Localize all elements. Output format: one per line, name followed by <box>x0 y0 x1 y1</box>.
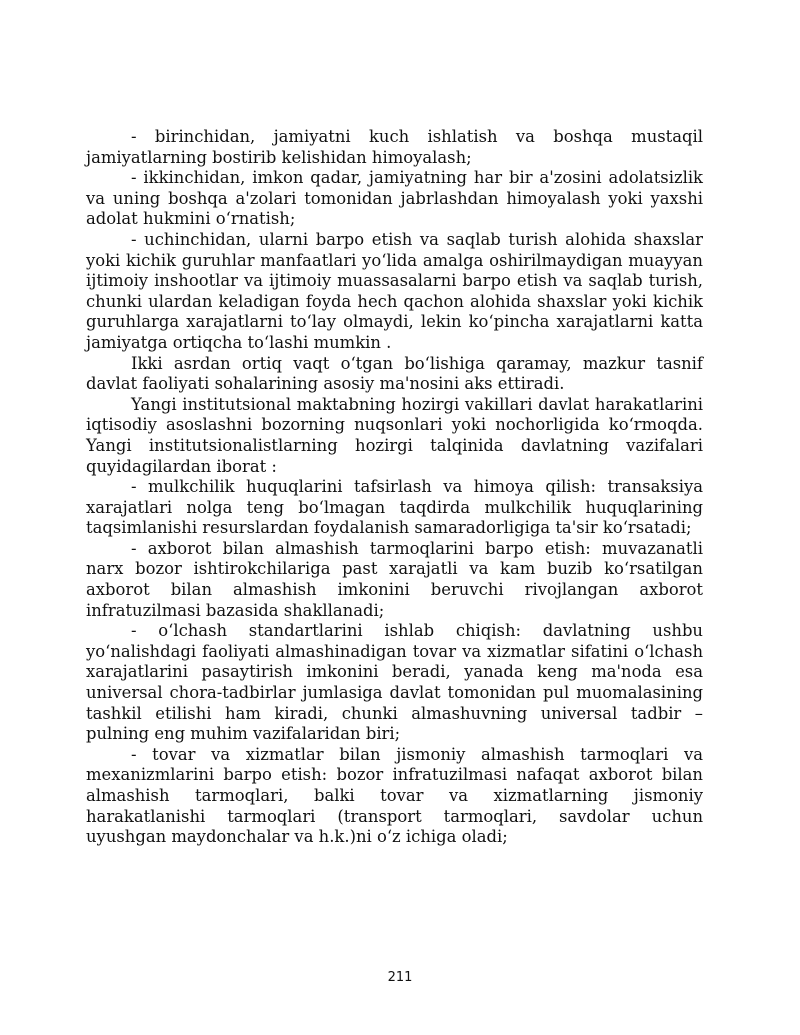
page-body <box>86 127 703 848</box>
paragraph-information-networks: - axborot bilan almashish tarmoqlarini barpo etish: muvazanatli narx bozor ishtirokchilariga past xarajatli va kam buzib ko‘rsatilgan axborot bilan almashish imkonini beruvchi rivojlangan axborot infratuzilmasi bazasida shakllanadi; <box>86 538 703 620</box>
paragraph-list-item-2: - ikkinchidan, imkon qadar, jamiyatning har bir a'zosini adolatsizlik va uning boshqa a'zolari tomonidan jabrlashdan himoyalash yoki yaxshi adolat hukmini o‘rnatish; <box>86 168 703 229</box>
paragraph-list-item-3: - uchinchidan, ularni barpo etish va saqlab turish alohida shaxslar yoki kichik guruhlar manfaatlari yo‘lida amalga oshirilmaydigan muayyan ijtimoiy inshootlar va ijtimoiy muassasalarni barpo etish va saqlab turish, chunki ulardan keladigan foyda hech qachon alohida shaxslar yoki kichik guruhlarga xarajatlarni to‘lay olmaydi, lekin ko‘pincha xarajatlarni katta jamiyatga ortiqcha to‘lashi mumkin . <box>86 229 703 352</box>
paragraph-physical-exchange: - tovar va xizmatlar bilan jismoniy almashish tarmoqlari va mexanizmlarini barpo etish: bozor infratuzilmasi nafaqat axborot bilan almashish tarmoqlari, balki tovar va xizmatlarning jismoniy harakatlanishi tarmoqlari (transport tarmoqlari, savdolar uchun uyushgan maydonchalar va h.k.)ni o‘z ichiga oladi; <box>86 744 703 847</box>
paragraph-property-rights: - mulkchilik huquqlarini tafsirlash va himoya qilish: transaksiya xarajatlari nolga teng bo‘lmagan taqdirda mulkchilik huquqlarining taqsimlanishi resurslardan foydalanish samaradorligiga ta'sir ko‘rsatadi; <box>86 477 703 538</box>
page-number: 211 <box>387 970 413 985</box>
paragraph-list-item-1: - birinchidan, jamiyatni kuch ishlatish va boshqa mustaqil jamiyatlarning bostirib kelishidan himoyalash; <box>86 127 703 167</box>
paragraph-institutional-school: Yangi institutsional maktabning hozirgi vakillari davlat harakatlarini iqtisodiy asoslashni bozorning nuqsonlari yoki nochorligida ko‘rmoqda. Yangi institutsionalistlarning hozirgi talqinida davlatning vazifalari quyidagilardan iborat : <box>86 394 703 476</box>
paragraph-measurement-standards: - o‘lchash standartlarini ishlab chiqish: davlatning ushbu yo‘nalishdagi faoliyati almashinadigan tovar va xizmatlar sifatini o‘lchash xarajatlarini pasaytirish imkonini beradi, yanada keng ma'noda esa universal chora-tadbirlar jumlasiga davlat tomonidan pul muomalasining tashkil etilishi ham kiradi, chunki almashuvning universal tadbir – pulning eng muhim vazifalaridan biri; <box>86 621 703 744</box>
paragraph-classification: Ikki asrdan ortiq vaqt o‘tgan bo‘lishiga qaramay, mazkur tasnif davlat faoliyati sohalarining asosiy ma'nosini aks ettiradi. <box>86 353 703 394</box>
